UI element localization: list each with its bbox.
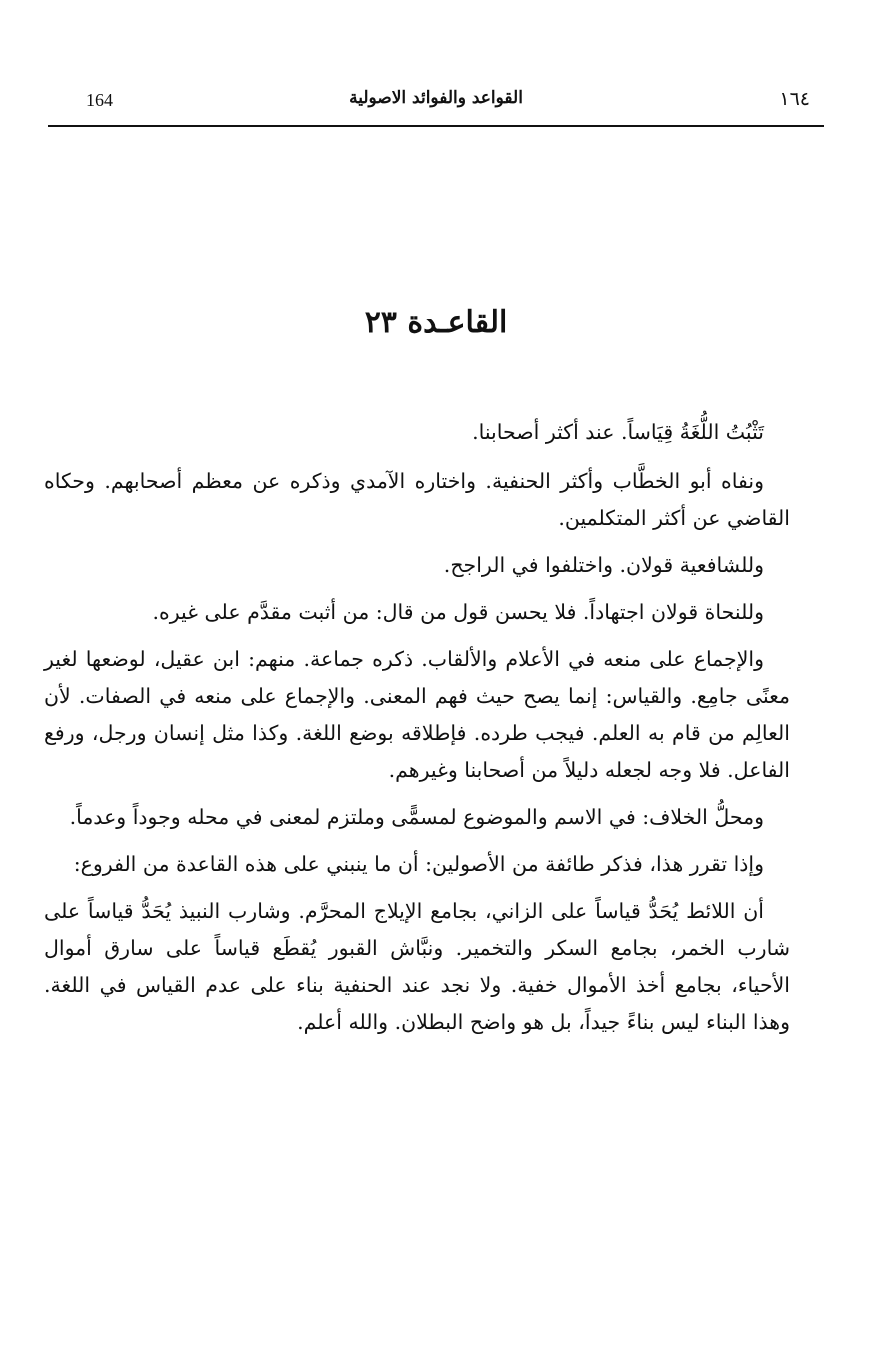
paragraph: وإذا تقرر هذا، فذكر طائفة من الأصولين: أن ما ينبني على هذه القاعدة من الفروع: <box>73 852 764 876</box>
paragraph: تَثْبُتُ اللُّغَةُ قِيَاساً. عند أكثر أصحابنا. <box>472 420 764 444</box>
paragraph: ومحلُّ الخلاف: في الاسم والموضوع لمسمًّى وملتزم لمعنى في محله وجوداً وعدماً. <box>69 805 764 829</box>
running-title: القواعد والفوائد الاصولية <box>349 88 523 108</box>
page-header <box>48 84 824 124</box>
header-rule <box>48 125 824 127</box>
chapter-title: القاعـدة ٢٣ <box>364 305 508 340</box>
body-text <box>44 414 790 1051</box>
page-number-arabic: ١٦٤ <box>779 88 810 110</box>
paragraph: وللنحاة قولان اجتهاداً. فلا يحسن قول من قال: من أثبت مقدَّم على غيره. <box>152 600 764 624</box>
paragraph: والإجماع على منعه في الأعلام والألقاب. ذكره جماعة. منهم: ابن عقيل، لوضعها لغير معنًى جامِع. والقياس: إنما يصح حيث فهم المعنى. والإجماع على منعه في الصفات. لأن العالِم من قام به العلم. فيجب طرده. فإطلاقه بوضع اللغة. وكذا مثل إنسان ورجل، ورفع الفاعل. فلا وجه لجعله دليلاً من أصحابنا وغيرهم. <box>44 647 791 782</box>
page-number-latin: 164 <box>86 90 113 110</box>
paragraph: وللشافعية قولان. واختلفوا في الراجح. <box>443 553 764 577</box>
paragraph: ونفاه أبو الخطَّاب وأكثر الحنفية. واختاره الآمدي وذكره عن معظم أصحابهم. وحكاه القاضي عن أكثر المتكلمين. <box>44 469 790 530</box>
paragraph: أن اللائط يُحَدُّ قياساً على الزاني، بجامع الإيلاج المحرَّم. وشارب النبيذ يُحَدُّ قياساً على شارب الخمر، بجامع السكر والتخمير. ونبَّاش القبور يُقطَع قياساً على سارق أموال الأحياء، بجامع أخذ الأموال خفية. ولا نجد عند الحنفية بناء على عدم القياس في اللغة. وهذا البناء ليس بناءً جيداً، بل هو واضح البطلان. والله أعلم. <box>44 899 790 1034</box>
